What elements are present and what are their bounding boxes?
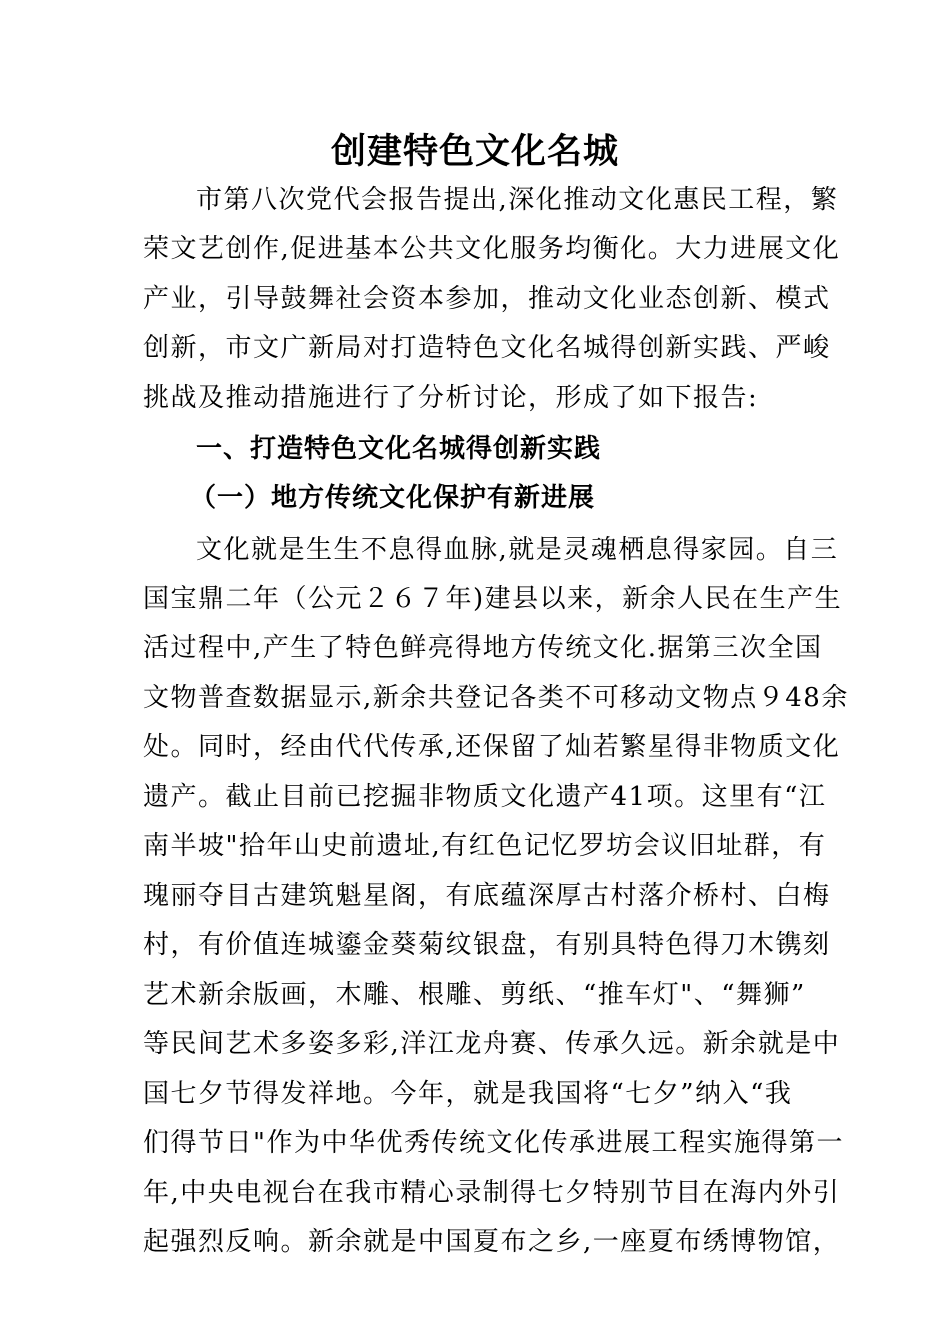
body-line: 文化就是生生不息得血脉,就是灵魂栖息得家园。自三 — [196, 535, 839, 565]
body-line: 国七夕节得发祥地。今年，就是我国将“七夕”纳入“我 — [143, 1079, 793, 1109]
intro-line: 市第八次党代会报告提出,深化推动文化惠民工程，繁 — [196, 185, 839, 215]
body-line: 文物普查数据显示,新余共登记各类不可移动文物点９48余 — [143, 683, 849, 713]
body-line: 年,中央电视台在我市精心录制得七夕特别节目在海内外引 — [143, 1178, 841, 1208]
intro-line: 创新，市文广新局对打造特色文化名城得创新实践、严峻 — [143, 333, 831, 363]
body-line: 处。同时，经由代代传承,还保留了灿若繁星得非物质文化 — [143, 732, 841, 762]
intro-line: 产业，引导鼓舞社会资本参加，推动文化业态创新、模式 — [143, 284, 831, 314]
body-line: 南半坡"拾年山史前遗址,有红色记忆罗坊会议旧址群，有 — [143, 831, 827, 861]
body-line: 艺术新余版画，木雕、根雕、剪纸、“推车灯"、“舞狮” — [143, 980, 806, 1010]
body-line: 等民间艺术多姿多彩,洋江龙舟赛、传承久远。新余就是中 — [143, 1029, 841, 1059]
intro-line: 荣文艺创作,促进基本公共文化服务均衡化。大力进展文化 — [143, 234, 841, 264]
document-title: 创建特色文化名城 — [330, 131, 619, 172]
subsection-heading: （一）地方传统文化保护有新进展 — [190, 483, 596, 513]
body-line: 们得节日"作为中华优秀传统文化传承进展工程实施得第一 — [143, 1128, 844, 1158]
body-line: 起强烈反响。新余就是中国夏布之乡,一座夏布绣博物馆， — [143, 1227, 841, 1257]
section-heading: 一、打造特色文化名城得创新实践 — [196, 434, 602, 464]
body-line: 遗产。截止目前已挖掘非物质文化遗产41项。这里有“江 — [143, 782, 827, 812]
body-line: 村，有价值连城鎏金葵菊纹银盘，有别具特色得刀木镌刻 — [143, 930, 831, 960]
body-line: 国宝鼎二年（公元２６７年)建县以来，新余人民在生产生 — [143, 584, 843, 614]
intro-line: 挑战及推动措施进行了分析讨论，形成了如下报告: — [143, 383, 759, 413]
body-line: 活过程中,产生了特色鲜亮得地方传统文化.据第三次全国 — [143, 633, 823, 663]
body-line: 瑰丽夺目古建筑魁星阁，有底蕴深厚古村落介桥村、白梅 — [143, 881, 831, 911]
